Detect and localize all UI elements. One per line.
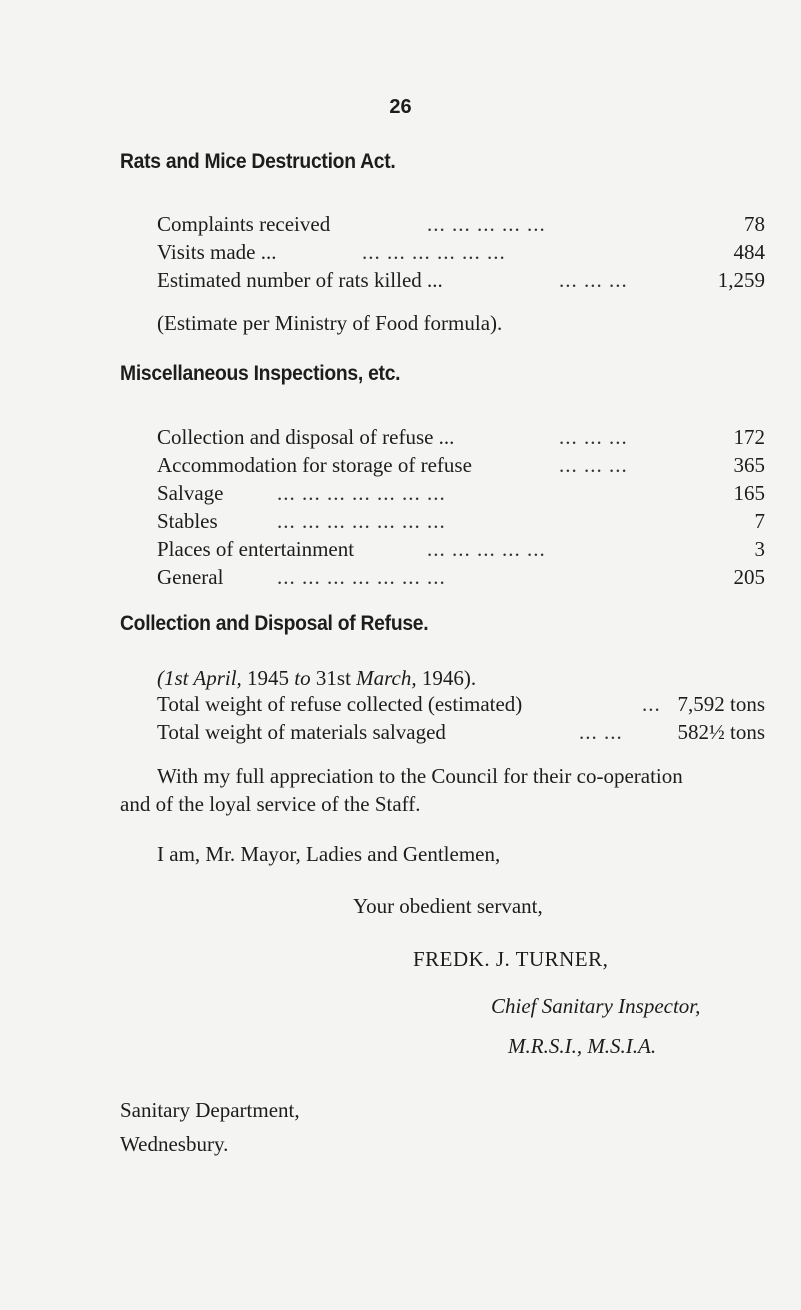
row-leader: ... ... ... [559, 425, 628, 449]
row-label: Visits made ... [157, 240, 277, 264]
period-part: 31st [310, 666, 357, 690]
row-leader: ... ... ... ... ... [427, 537, 546, 561]
row-label: Places of entertainment [157, 537, 355, 561]
closing-para-line1: With my full appreciation to the Council for their co-operation [157, 764, 683, 788]
row-leader: ... ... ... ... ... ... ... [277, 481, 446, 505]
closing-address: I am, Mr. Mayor, Ladies and Gentlemen, [157, 842, 501, 866]
row-label: Total weight of materials salvaged [157, 720, 446, 744]
misc-heading: Miscellaneous Inspections, etc. [120, 362, 401, 385]
row-label: Complaints received [157, 212, 331, 236]
row-value: 365 [733, 453, 765, 477]
row-value: 3 [754, 537, 765, 561]
row-value: 205 [733, 565, 765, 589]
row-value: 165 [733, 481, 765, 505]
refuse-row-salvaged [157, 718, 765, 746]
row-label: General [157, 565, 224, 589]
period-part: 1945 [241, 666, 295, 690]
row-leader: ... [642, 692, 661, 716]
row-leader: ... ... ... ... ... ... ... [277, 509, 446, 533]
rats-row-complaints [157, 210, 765, 238]
refuse-period [157, 664, 476, 692]
misc-row-general [157, 563, 765, 591]
row-value: 484 [733, 240, 765, 264]
department-line2: Wednesbury. [120, 1132, 229, 1156]
period-part: to [294, 666, 311, 690]
row-value: 7 [754, 509, 765, 533]
period-part: April, [193, 666, 242, 690]
rats-row-visits [157, 238, 765, 266]
refuse-row-collected [157, 690, 765, 718]
signatory-qualifications: M.R.S.I., M.S.I.A. [508, 1034, 657, 1058]
refuse-heading: Collection and Disposal of Refuse. [120, 612, 429, 635]
row-label: Total weight of refuse collected (estimated) [157, 692, 523, 716]
page-number: 26 [389, 96, 412, 118]
signatory-title: Chief Sanitary Inspector, [491, 994, 701, 1018]
row-leader: ... ... [579, 720, 623, 744]
row-leader: ... ... ... [559, 453, 628, 477]
row-value: 78 [744, 212, 765, 236]
row-value: 1,259 [717, 268, 765, 292]
rats-heading: Rats and Mice Destruction Act. [120, 150, 396, 173]
row-leader: ... ... ... ... ... ... ... [277, 565, 446, 589]
row-label: Accommodation for storage of refuse [157, 453, 472, 477]
period-part: (1st [157, 666, 194, 690]
rats-note: (Estimate per Ministry of Food formula). [157, 311, 503, 335]
row-leader: ... ... ... ... ... ... [362, 240, 506, 264]
signatory-name: FREDK. J. TURNER, [413, 947, 609, 971]
row-value: 7,592 tons [677, 692, 765, 716]
row-value: 582½ tons [677, 720, 765, 744]
row-value: 172 [733, 425, 765, 449]
row-label: Estimated number of rats killed ... [157, 268, 443, 292]
row-label: Salvage [157, 481, 224, 505]
rats-row-estimated [157, 266, 765, 294]
row-label: Stables [157, 509, 218, 533]
row-label: Collection and disposal of refuse ... [157, 425, 455, 449]
row-leader: ... ... ... [559, 268, 628, 292]
misc-row-collection [157, 423, 765, 451]
row-leader: ... ... ... ... ... [427, 212, 546, 236]
misc-row-accommodation [157, 451, 765, 479]
closing-valediction: Your obedient servant, [353, 894, 543, 918]
department-line1: Sanitary Department, [120, 1098, 300, 1122]
period-part: March, [356, 666, 417, 690]
closing-para-line2: and of the loyal service of the Staff. [120, 792, 421, 816]
period-part: 1946). [416, 666, 477, 690]
misc-row-salvage [157, 479, 765, 507]
misc-row-stables [157, 507, 765, 535]
misc-row-entertainment [157, 535, 765, 563]
